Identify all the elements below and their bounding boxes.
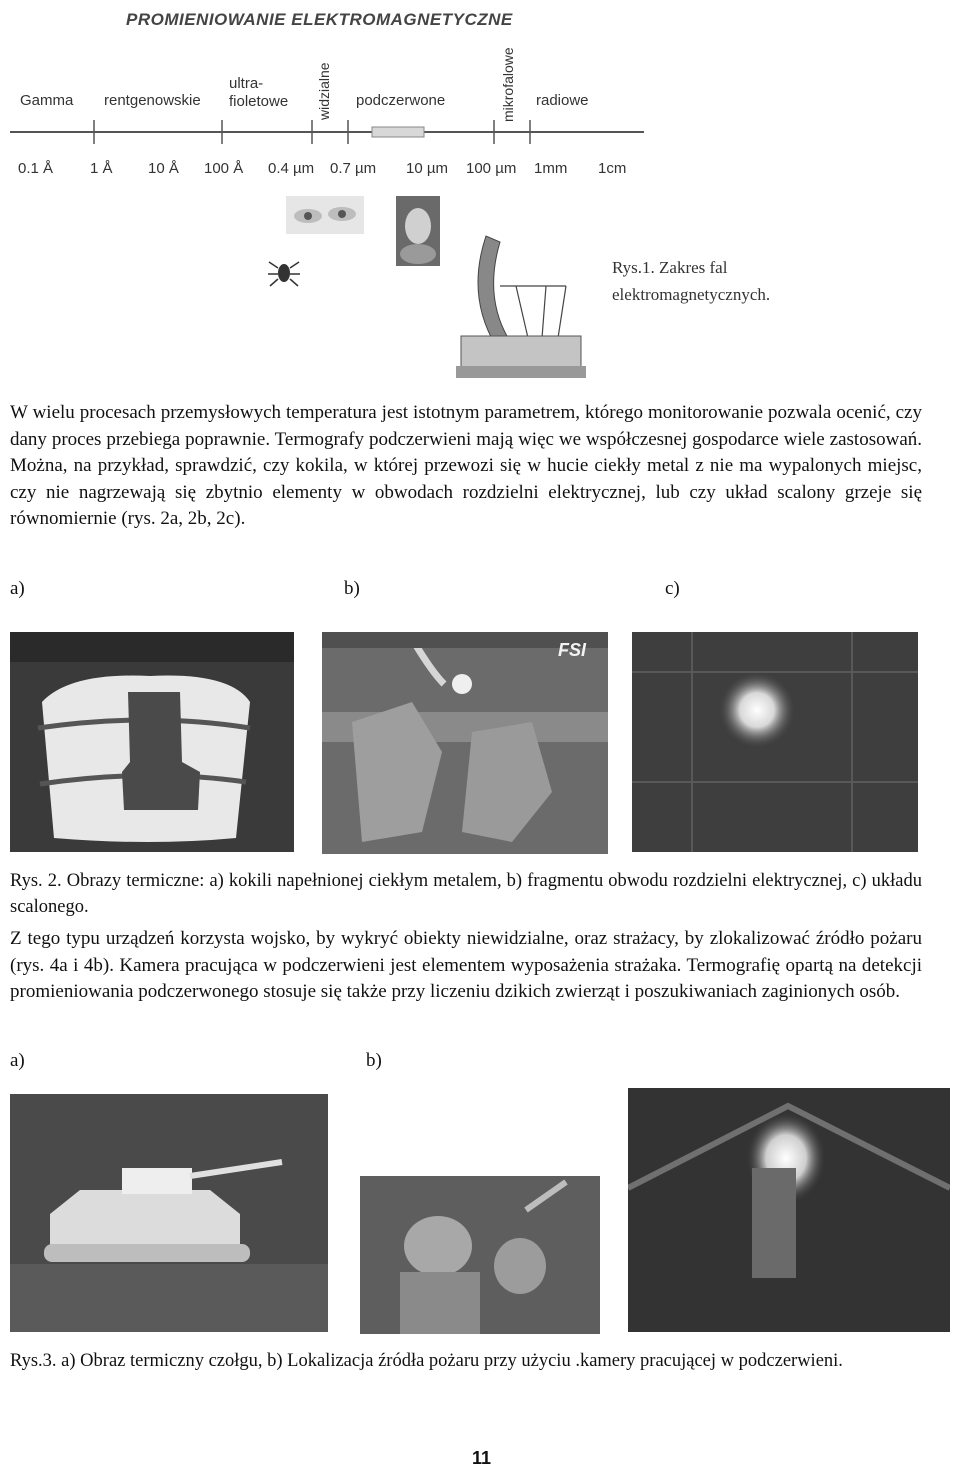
figure1-caption-line1: Rys.1. Zakres fal [612,258,728,277]
scale-9: 1cm [598,160,627,177]
fig2-label-c: c) [665,578,680,599]
eye-image [286,196,364,234]
thermal-image-ladle [10,632,294,852]
thermal-image-switchgear [322,632,608,854]
thermal-image-fire [628,1088,950,1332]
fig3-label-a: a) [10,1050,25,1071]
spectrum-title: PROMIENIOWANIE ELEKTROMAGNETYCZNE [126,10,513,29]
insect-image [266,254,302,290]
thermal-face-image [396,196,440,266]
scale-8: 1mm [534,160,568,177]
paragraph-military-firefighting: Z tego typu urządzeń korzysta wojsko, by wykryć obiekty niewidzialne, oraz strażacy, by zlokalizować źródło pożaru (rys. 4a i 4b). Kamera pracująca w podczerwieni jest elementem wyposażenia strażaka. Termografię opartą na detekcji promieniowania podczerwonego stosuje się także przy liczeniu dzikich zwierząt i poszukiwaniach zaginionych osób. [10,928,922,1002]
scale-3: 100 Å [204,160,244,177]
scale-4: 0.4 µm [268,160,315,177]
fig2-label-a: a) [10,578,25,599]
band-visible: widzialne [316,62,332,120]
fsi-logo: FSI [558,640,587,660]
band-xray: rentgenowskie [104,92,201,109]
radio-telescope-image [456,226,586,378]
page-number: 11 [472,1448,492,1468]
figure1-caption-line2: elektromagnetycznych. [612,285,771,304]
scale-0: 0.1 Å [18,160,54,177]
band-infrared: podczerwone [356,92,446,109]
paragraph-applications: W wielu procesach przemysłowych temperatura jest istotnym parametrem, którego monitorowanie pozwala ocenić, czy dany proces przebiega poprawnie. Termografy podczerwieni mają więc we współczesnej gospodarce wiele zastosowań. Można, na przykład, sprawdzić, czy kokila, w której przewozi się w hucie ciekły metal z nie ma wypalonych miejsc, czy nie nagrzewają się zbytnio elementy w obwodach rozdzielni elektrycznej, lub czy układ scalony grzeje się równomiernie (rys. 2a, 2b, 2c). [10,402,922,529]
band-uv-line1: ultra- [229,75,264,92]
thermal-image-firefighters [360,1176,600,1334]
band-gamma: Gamma [20,92,74,109]
scale-7: 100 µm [466,160,517,177]
figure3-caption: Rys.3. a) Obraz termiczny czołgu, b) Lokalizacja źródła pożaru przy użyciu .kamery pracującej w podczerwieni. [10,1351,843,1371]
spectrum-axis [8,118,648,148]
thermal-image-chip [632,632,918,852]
thermal-image-tank [10,1094,328,1332]
figure2-caption: Rys. 2. Obrazy termiczne: a) kokili napełnionej ciekłym metalem, b) fragmentu obwodu rozdzielni elektrycznej, c) układu scalonego. [10,871,922,917]
band-microwave: mikrofalowe [500,47,516,122]
figure1-caption [612,254,770,308]
scale-5: 0.7 µm [330,160,377,177]
band-radio: radiowe [536,92,589,109]
fig3-label-b: b) [366,1050,382,1071]
scale-2: 10 Å [148,160,179,177]
scale-6: 10 µm [406,160,448,177]
band-uv-line2: fioletowe [229,93,289,110]
fig2-label-b: b) [344,578,360,599]
scale-1: 1 Å [90,160,113,177]
